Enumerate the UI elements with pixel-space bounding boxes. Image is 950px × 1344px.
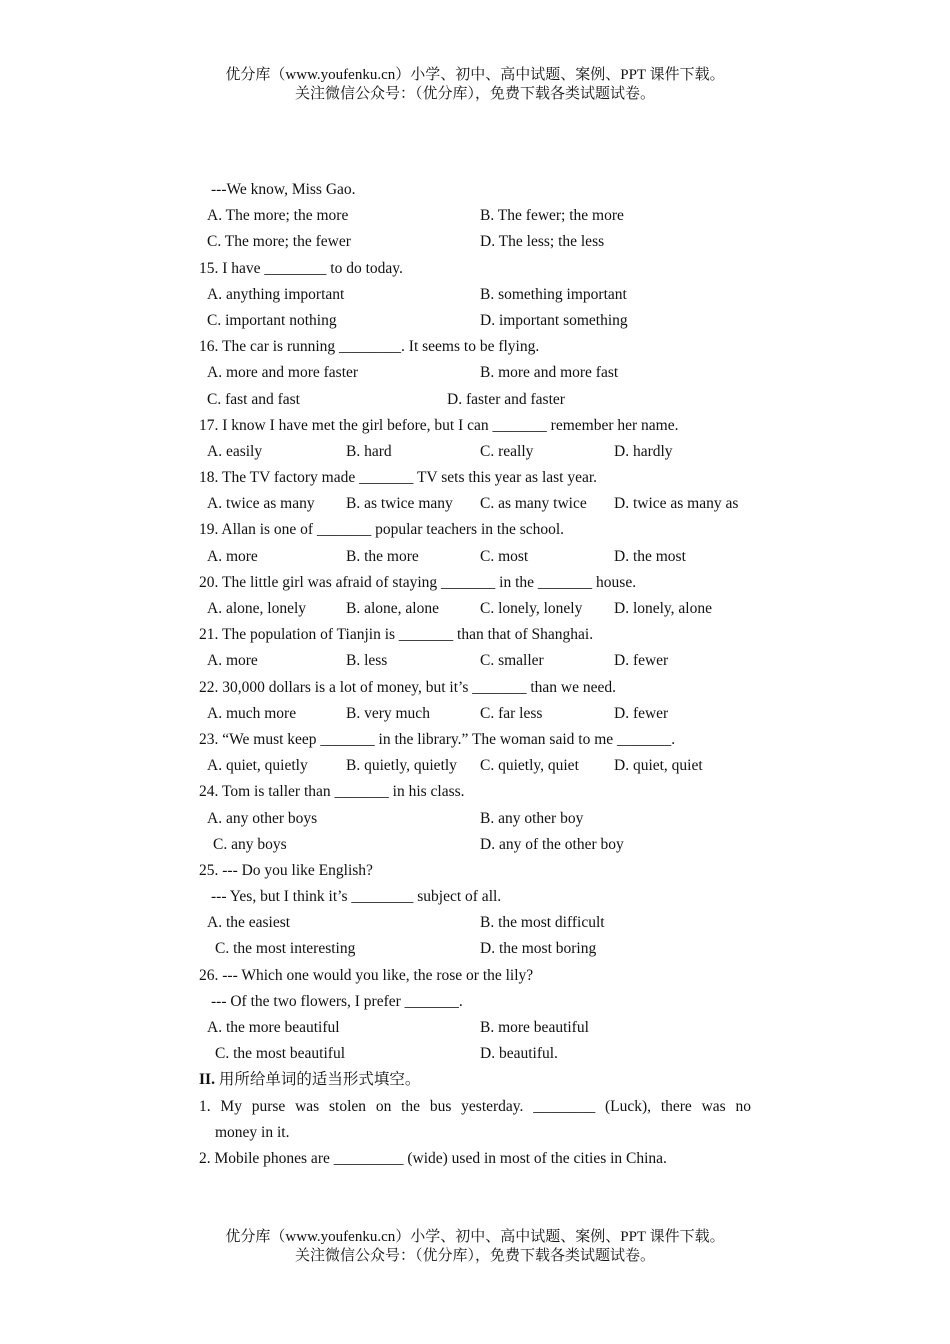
- q17-option-b: B. hard: [346, 442, 392, 460]
- q14-option-c: C. The more; the fewer: [207, 233, 351, 251]
- q23-option-d: D. quiet, quiet: [614, 757, 703, 775]
- q19-option-c: C. most: [480, 547, 529, 565]
- q17-option-d: D. hardly: [614, 442, 673, 460]
- q19-option-b: B. the more: [346, 547, 419, 565]
- q20-option-d: D. lonely, alone: [614, 600, 712, 617]
- q23-option-c: C. quietly, quiet: [480, 757, 579, 775]
- header-line-2: 关注微信公众号：（优分库），免费下载各类试题试卷。: [294, 86, 655, 102]
- q22-options: [199, 701, 751, 727]
- q24-stem: 24. Tom is taller than _______ in his class.: [199, 783, 465, 801]
- q19-options: [199, 544, 751, 570]
- q15-option-a: A. anything important: [207, 285, 345, 303]
- q18-option-b: B. as twice many: [346, 495, 453, 513]
- q21-stem: 21. The population of Tianjin is _______ than that of Shanghai.: [199, 626, 594, 644]
- q16-option-c: C. fast and fast: [207, 390, 300, 408]
- q14-option-a: A. The more; the more: [207, 207, 349, 225]
- q22-option-c: C. far less: [480, 704, 543, 722]
- q22-option-a: A. much more: [207, 704, 297, 722]
- q17-option-a: A. easily: [207, 442, 263, 460]
- q17-option-c: C. really: [480, 442, 534, 460]
- q18-stem: 18. The TV factory made _______ TV sets this year as last year.: [199, 469, 598, 487]
- q21-option-d: D. fewer: [614, 652, 669, 670]
- q24-option-d: D. any of the other boy: [480, 835, 624, 853]
- q20-options: [199, 596, 751, 622]
- q16-stem: 16. The car is running ________. It seems to be flying.: [199, 338, 540, 356]
- q24-options-row-1: [199, 806, 751, 832]
- q19-stem: 19. Allan is one of _______ popular teachers in the school.: [199, 521, 565, 539]
- fill-q2: 2. Mobile phones are _________ (wide) used in most of the cities in China.: [199, 1149, 667, 1167]
- q23-stem: 23. “We must keep _______ in the library.” The woman said to me _______.: [199, 730, 676, 748]
- q15-options-row-1: [199, 282, 751, 308]
- q25-option-d: D. the most boring: [480, 940, 597, 958]
- section-2-label: II.: [199, 1071, 215, 1089]
- q25-stem: 25. --- Do you like English?: [199, 861, 373, 879]
- q25-options-row-1: [199, 910, 751, 936]
- q26-options-row-1: [199, 1015, 751, 1041]
- q26-option-a: A. the more beautiful: [207, 1019, 340, 1036]
- q26-option-d: D. beautiful.: [480, 1045, 558, 1063]
- q18-option-a: A. twice as many: [207, 495, 315, 513]
- q15-options-row-2: [199, 308, 751, 334]
- section-2-heading: [199, 1067, 751, 1093]
- q23-option-b: B. quietly, quietly: [346, 757, 457, 775]
- q15-stem: 15. I have ________ to do today.: [199, 259, 403, 277]
- q25-option-c: C. the most interesting: [215, 940, 356, 958]
- q26-option-c: C. the most beautiful: [215, 1045, 346, 1063]
- q16-option-a: A. more and more faster: [207, 364, 359, 382]
- page-header: [0, 66, 950, 104]
- q15-option-c: C. important nothing: [207, 311, 337, 329]
- q20-option-c: C. lonely, lonely: [480, 600, 583, 617]
- q26-options-row-2: [199, 1041, 751, 1067]
- page-footer: [0, 1228, 950, 1266]
- q22-stem: 22. 30,000 dollars is a lot of money, but it’s _______ than we need.: [199, 678, 617, 696]
- section-2-title: 用所给单词的适当形式填空。: [218, 1071, 421, 1089]
- q26-option-b: B. more beautiful: [480, 1019, 589, 1036]
- q19-option-d: D. the most: [614, 547, 686, 565]
- fill-q1-line-2: money in it.: [215, 1123, 290, 1141]
- q17-options: [199, 439, 751, 465]
- q18-option-c: C. as many twice: [480, 495, 587, 513]
- q25-continuation: --- Yes, but I think it’s ________ subject of all.: [211, 888, 502, 906]
- q23-options: [199, 753, 751, 779]
- q14-options-row-2: [199, 229, 751, 255]
- q16-option-b: B. more and more fast: [480, 364, 619, 382]
- footer-line-2: 关注微信公众号：（优分库），免费下载各类试题试卷。: [294, 1248, 655, 1264]
- q19-option-a: A. more: [207, 547, 258, 565]
- q20-option-b: B. alone, alone: [346, 600, 439, 617]
- q14-option-d: D. The less; the less: [480, 233, 605, 251]
- q26-continuation: --- Of the two flowers, I prefer _______.: [211, 992, 463, 1010]
- q16-option-d: D. faster and faster: [447, 390, 565, 408]
- q25-options-row-2: [199, 936, 751, 962]
- q23-option-a: A. quiet, quietly: [207, 757, 308, 775]
- q18-option-d: D. twice as many as: [614, 495, 739, 513]
- q14-option-b: B. The fewer; the more: [480, 207, 624, 225]
- q22-option-d: D. fewer: [614, 704, 669, 722]
- q17-stem: 17. I know I have met the girl before, but I can _______ remember her name.: [199, 416, 679, 434]
- q25-option-b: B. the most difficult: [480, 914, 605, 932]
- q16-options-row-1: [199, 360, 751, 386]
- q21-option-b: B. less: [346, 652, 388, 670]
- q26-stem: 26. --- Which one would you like, the rose or the lily?: [199, 966, 534, 984]
- q24-option-b: B. any other boy: [480, 809, 584, 827]
- q25-option-a: A. the easiest: [207, 914, 291, 932]
- q15-option-d: D. important something: [480, 311, 628, 329]
- fill-q1-line-1: 1. My purse was stolen on the bus yesterday. ________ (Luck), there was no: [199, 1097, 751, 1115]
- exam-content: [199, 177, 751, 1172]
- header-line-1: 优分库（www.youfenku.cn）小学、初中、高中试题、案例、PPT 课件下载。: [225, 67, 725, 83]
- q24-options-row-2: [199, 832, 751, 858]
- footer-line-1: 优分库（www.youfenku.cn）小学、初中、高中试题、案例、PPT 课件下载。: [225, 1229, 725, 1245]
- q21-option-a: A. more: [207, 652, 258, 670]
- q14-options-row-1: [199, 203, 751, 229]
- q21-option-c: C. smaller: [480, 652, 544, 670]
- q24-option-a: A. any other boys: [207, 809, 318, 827]
- q24-option-c: C. any boys: [213, 835, 287, 853]
- q16-options-row-2: [199, 387, 751, 413]
- q15-option-b: B. something important: [480, 285, 627, 303]
- q21-options: [199, 648, 751, 674]
- q22-option-b: B. very much: [346, 704, 430, 722]
- q14-continuation: ---We know, Miss Gao.: [211, 181, 356, 198]
- q20-stem: 20. The little girl was afraid of staying _______ in the _______ house.: [199, 573, 637, 591]
- q18-options: [199, 491, 751, 517]
- q20-option-a: A. alone, lonely: [207, 600, 307, 617]
